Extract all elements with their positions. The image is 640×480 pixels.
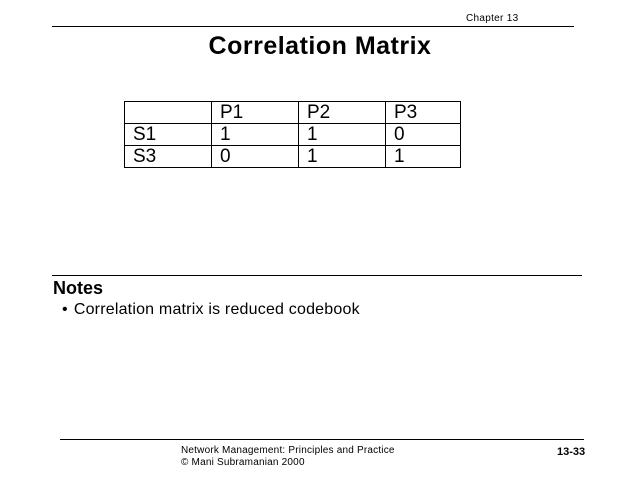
notes-list <box>62 301 360 319</box>
table-header-row <box>125 102 461 124</box>
header-divider <box>52 26 574 27</box>
chapter-label: Chapter 13 <box>466 13 519 24</box>
notes-heading: Notes <box>53 278 104 298</box>
table-header-cell: P3 <box>386 102 461 124</box>
correlation-matrix-table <box>124 101 461 168</box>
table-cell: 0 <box>212 146 299 168</box>
table-row <box>125 124 461 146</box>
table-row-label: S1 <box>125 124 212 146</box>
note-text: Correlation matrix is reduced codebook <box>73 301 360 318</box>
table-cell: 0 <box>386 124 461 146</box>
table-cell: 1 <box>386 146 461 168</box>
table-header-cell: P2 <box>299 102 386 124</box>
footer-credits <box>181 445 395 469</box>
table-header-cell <box>125 102 212 124</box>
list-item <box>62 301 360 319</box>
footer-copyright: © Mani Subramanian 2000 <box>181 457 305 468</box>
footer-book-title: Network Management: Principles and Practice <box>181 445 395 456</box>
table-cell: 1 <box>299 124 386 146</box>
notes-divider <box>52 275 582 276</box>
footer-divider <box>60 439 584 440</box>
page-number: 13-33 <box>557 446 586 458</box>
table-row-label: S3 <box>125 146 212 168</box>
slide-title: Correlation Matrix <box>208 32 432 60</box>
bullet-icon: • <box>62 301 68 318</box>
table-row <box>125 146 461 168</box>
table-header-cell: P1 <box>212 102 299 124</box>
table-cell: 1 <box>212 124 299 146</box>
table-cell: 1 <box>299 146 386 168</box>
